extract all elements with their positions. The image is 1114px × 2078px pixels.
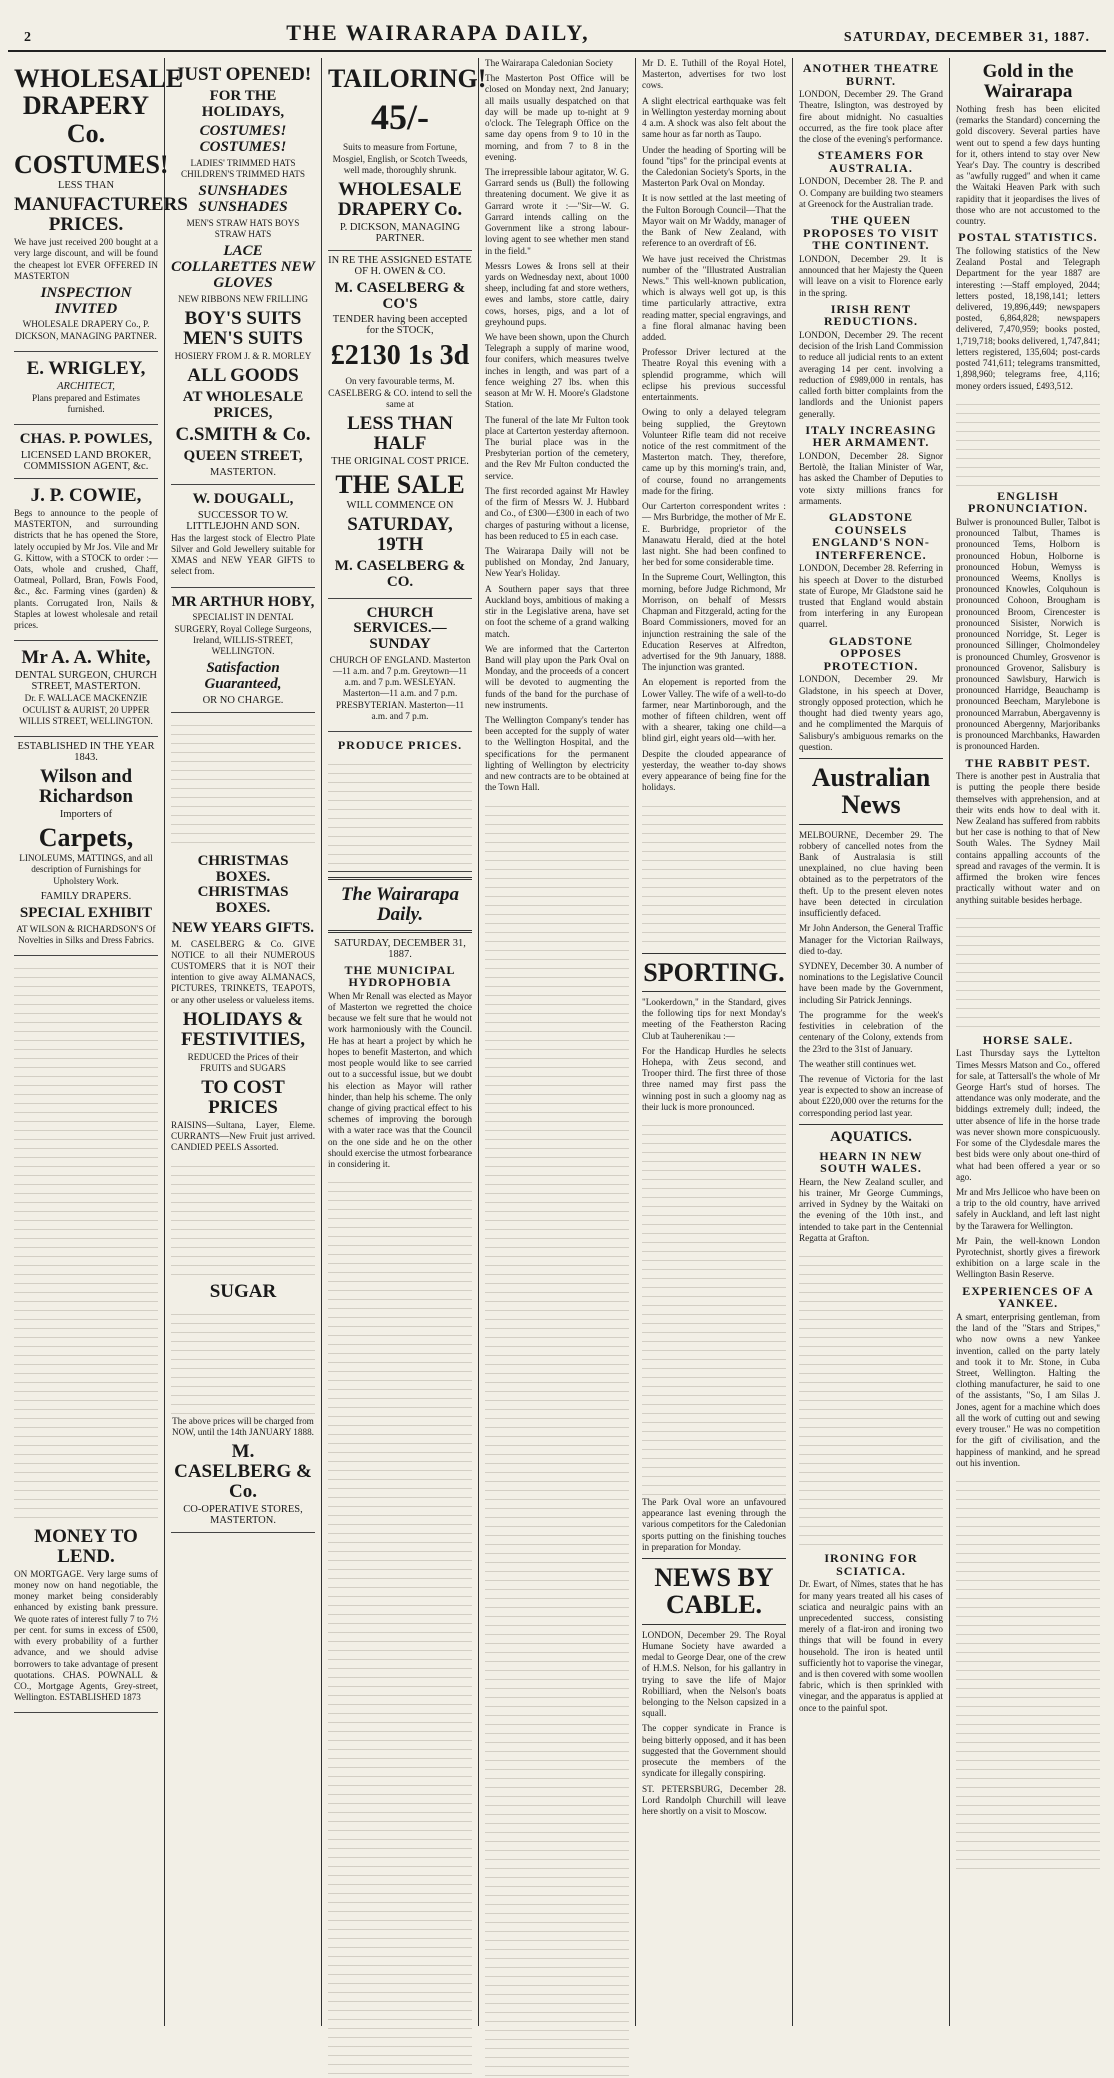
ad-heading: COSTUMES! [14, 149, 169, 179]
cable-item: LONDON, December 29. The recent decision of the Irish Land Commission to reduce all judicial rents to an extent averaging 14 per cent. involving a reduction of £989,000 in rentals, has called forth bitter complaints from the landlords and the Unionist papers generally. [799, 329, 943, 419]
ad-heading: SUGAR [209, 1280, 277, 1302]
ad-price: £2130 1s 3d [330, 340, 470, 372]
ad-heading: E. WRIGLEY, [26, 357, 146, 379]
ad-heading: TO COST PRICES [201, 1077, 285, 1119]
small-print-area [956, 1473, 1100, 1873]
ad-subheading: CO-OPERATIVE STORES, MASTERTON. [183, 1503, 303, 1526]
ad-cowie [14, 479, 158, 641]
news-item: We are informed that the Carterton Band will play upon the Park Oval on Monday, and the proceeds of a concert will be devoted to augmenting the funds of the band for the purchase of new instruments. [485, 643, 629, 710]
divider [799, 1124, 943, 1125]
news-item: It is now settled at the last meeting of the Fulton Borough Council—That the Mayor wait on Mr Waddy, manager of the Bank of New Zealand, with reference to an overdraft of £6. [642, 193, 786, 249]
ad-text: Suits to measure from Fortune, Mosgiel, English, or Scotch Tweeds, well made, thoroughly shrunk. [332, 142, 468, 175]
article-text: Last Thursday says the Lyttelton Times Messrs Matson and Co., offered for sale, at Tattersall's the whole of Mr George Hart's stud of horses. The attendance was only moderate, and the biddings extremely dull; indeed, the utter absence of life in the horse trade was never shown more conspicuously. For some of the Clydesdale mares the best bids were only about one-third of what had been offered a year or so ago. [956, 1048, 1100, 1182]
ad-heading: C.SMITH & Co. [175, 424, 311, 446]
small-print-area [642, 1117, 786, 1497]
section-heading-australian-news: Australian News [811, 763, 931, 820]
section-heading-aquatics: AQUATICS. [830, 1128, 912, 1145]
news-item: The programme for the week's festivities in celebration of the centenary of the Colony, extends from the 23rd to the 31st of January. [799, 1009, 943, 1054]
ad-subheading: DENTAL SURGEON, CHURCH STREET, MASTERTON. [15, 670, 157, 693]
news-item: The Wellington Company's tender has been accepted for the supply of water to the Wellington Hospital, and the specifications for the permanent lighting of Wellington by electricity and new contracts are to be obtained at the Town Hall. [485, 715, 629, 793]
section-heading: PRODUCE PRICES. [337, 738, 463, 753]
column-5 [636, 58, 793, 2026]
ad-money-to-lend [14, 1520, 158, 1714]
ad-heading: Mr A. A. White, [21, 647, 151, 669]
section-heading-sporting: SPORTING. [643, 957, 785, 987]
ad-owen-estate [328, 251, 472, 599]
cable-item: LONDON, December 28. Referring in his speech at Dover to the disturbed state of Europe, Mr Gladstone said he trusted that England would abstain from interfering in any European quarrel. [799, 563, 943, 630]
ad-heading: MONEY TO LEND. [34, 1525, 138, 1567]
ad-heading: TAILORING! [328, 64, 487, 93]
ad-text: REDUCED the Prices of their FRUITS and SUGARS [187, 1051, 299, 1073]
small-print-area [328, 756, 472, 866]
article-heading: ENGLISH PRONUNCIATION. [967, 488, 1089, 516]
ad-text: SPECIALIST IN DENTAL SURGERY, Royal College Surgeons, Ireland, WILLIS-STREET, WELLINGTON. [174, 612, 312, 657]
ad-subheading: IN RE THE ASSIGNED ESTATE OF H. OWEN & CO. [328, 254, 472, 277]
ad-christmas-boxes [171, 847, 315, 1533]
cable-item: LONDON, December 29. The Royal Humane Society have awarded a medal to George Dear, one of the crew of H.M.S. Nelson, for his gallantry in trying to save the life of Major Robilliard, when the Nelson's boats belonging to the Nelson capsized in a squall. [642, 1629, 786, 1719]
masthead [8, 6, 1106, 52]
news-item: The Masterton Post Office will be closed on Monday next, 2nd January; all mails usually despatched on that day will be made up to-night at 9 o'clock. The Telegraph Office on the same day opens from 9 to 10 in the morning, and from 7 to 8 in the evening. [485, 73, 629, 162]
column-2 [165, 58, 322, 2026]
cable-heading: THE QUEEN PROPOSES TO VISIT THE CONTINENT. [803, 213, 939, 253]
ad-text: Plans prepared and Estimates furnished. [32, 392, 140, 415]
ad-heading: SUNSHADES SUNSHADES [198, 183, 288, 216]
ad-heading: CHAS. P. POWLES, [19, 431, 153, 448]
cable-heading: GLADSTONE OPPOSES PROTECTION. [823, 633, 919, 673]
ad-subheading: LICENSED LAND BROKER, COMMISSION AGENT, &c. [20, 450, 152, 472]
article-text: Bulwer is pronounced Buller, Talbot is pronounced Talbut, Thames is pronounced Tems, Holborn is pronounced Hobun, Holborne is pronounced Hobun, Wemyss is pronounced Weems, Knollys is pronounced Knowles, Colquhoun is pronounced Cohoon, Brougham is pronounced Broom, Cirencester is pronounced Sisister, Norwich is pronounced Norridge, St. Leger is pronounced Sillinger, Cholmondeley is pronounced Chumley, Grosvenor is pronounced Grovenor, Salisbury is pronounced Sawlsbury, Harwich is pronounced Harridge, Beauchamp is pronounced Beecham, Marylebone is pronounced Marrabun, Abergavenny is pronounced Abergenny, Marjoribanks is pronounced Marchbanks, Hawarden is pronounced Harden. [956, 516, 1100, 752]
editorial-masthead: The Wairarapa Daily. [340, 883, 460, 925]
ad-subheading: SUCCESSOR TO W. LITTLEJOHN AND SON. [186, 509, 300, 532]
ad-heading: WHOLESALE DRAPERY Co. [14, 64, 184, 148]
small-print-area [485, 798, 629, 2078]
cable-heading: IRISH RENT REDUCTIONS. [823, 301, 918, 329]
ad-subheading: OR NO CHARGE. [202, 694, 284, 706]
ad-text: The above prices will be charged from NOW, until the 14th JANUARY 1888. [172, 1415, 314, 1437]
ad-text: NEW RIBBONS NEW FRILLING [177, 293, 309, 304]
cable-item: LONDON, December 29. Mr Gladstone, in his speech at Dover, strongly opposed protection, which he thought had died twenty years ago, and he complimented the Marquis of Salisbury's ambiguous remarks on the question. [799, 674, 943, 752]
ad-wholesale-drapery [14, 58, 188, 352]
news-item: In the Supreme Court, Wellington, this morning, before Judge Richmond, Mr Morrison, on behalf of Messrs Chapman and Fitzgerald, acting for the Board Commissioners, moved for an injunction restraining the sale of the Education Reserves at Alfredton, advertised for the 9th January, 1888. The injunction was granted. [642, 572, 786, 673]
ad-text: HOSIERY FROM J. & R. MORLEY [174, 350, 312, 361]
sporting-text: For the Handicap Hurdles he selects Hohepa, with Zeus second, and Trooper third. The first three of those three named may first pass the winning post in such a gloomy nag as their luck is more pronounced. [642, 1045, 786, 1112]
newspaper-title: THE WAIRARAPA DAILY, [286, 20, 590, 45]
ad-text: LADIES' TRIMMED HATS CHILDREN'S TRIMMED HATS [181, 157, 305, 180]
divider [328, 877, 472, 880]
ad-white-dentist [14, 641, 158, 737]
article-text: Mr Pain, the well-known London Pyrotechnist, shortly gives a firework exhibition on a large scale in the Wellington Basin Reserve. [956, 1235, 1100, 1280]
ad-heading: Carpets, [38, 822, 134, 852]
cable-item: LONDON, December 29. The Grand Theatre, Islington, was destroyed by fire about midnight. No casualties occurred, as the fire took place after the close of the evening's performance. [799, 89, 943, 145]
section-heading-news-by-cable: NEWS BY CABLE. [654, 1563, 774, 1620]
divider [642, 953, 786, 954]
cable-heading: ANOTHER THEATRE BURNT. [802, 61, 940, 88]
issue-date: SATURDAY, DECEMBER 31, 1887. [843, 30, 1090, 45]
section-text: CHURCH OF ENGLAND. Masterton—11 a.m. and 7 p.m. Greytown—11 a.m. and 7 p.m. WESLEYAN. Masterton—11 a.m. and 7 p.m. PRESBYTERIAN. Masterton—11 a.m. and 7 p.m. [329, 654, 471, 721]
ad-subheading: ARCHITECT, [57, 380, 115, 392]
article-text: The following statistics of the New Zealand Postal and Telegraph Department for the year 1887 are interesting :—Staff employed, 2044; letters posted, 18,198,141; letters delivered, 19,896,449; newspapers posted, 6,864,828; newspapers delivered, 7,470,959; books posted, 1,719,718; books delivered, 1,747,841; letters registered, 135,604; post-cards posted 741,611; telegrams transmitted, 1,898,960; telegrams free, 4,116; money orders issued, £493,512. [956, 245, 1100, 391]
article-heading: EXPERIENCES OF A YANKEE. [962, 1283, 1094, 1311]
ad-text: LINOLEUMS, MATTINGS, and all description of Furnishings for Upholstery Work. [19, 853, 153, 886]
news-item: Mr John Anderson, the General Traffic Manager for the Victorian Railways, died to-day. [799, 923, 943, 956]
ad-heading: COSTUMES! COSTUMES! [199, 123, 287, 156]
columns [8, 58, 1106, 2026]
news-item: We have just received the Christmas number of the "Illustrated Australian News." This well-known publication, which is always well got up, is this time particularly attractive, extra reading matter, special engravings, and a fine floral almanac having been added. [642, 253, 786, 343]
article-heading: IRONING FOR SCIATICA. [824, 1551, 918, 1578]
news-item: The irrepressible labour agitator, W. G. Garrard sends us (Bull) the following threatening document. We give it as Garrard wrote it :—"Sir—W. G. Garrard intends calling on the Government like a strong labour-loving agent to see whether men stand in the field." [485, 166, 629, 256]
ad-dougall [171, 485, 315, 588]
news-item: Our Carterton correspondent writes :— Mrs Burbridge, the mother of Mr E. E. Burbridge, proprietor of the Manawatu Herald, died at the hotel last night. She had been confined to her bed for some considerable time. [642, 501, 786, 568]
small-print-area [14, 960, 158, 1520]
article-text: Hearn, the New Zealand sculler, and his trainer, Mr George Cummings, arrived in Sydney by the Waitaki on the evening of the 10th inst., and intended to take part in the Centennial Regatta at Grafton. [799, 1176, 943, 1243]
small-print-area [171, 1158, 315, 1278]
ad-heading: Wilson and Richardson [39, 765, 133, 807]
ad-text: We have just received 200 bought at a very large discount, and will be found the cheapest lot EVER OFFERED IN MASTERTON [14, 237, 158, 281]
ad-heading: MANUFACTURERS PRICES. [14, 194, 188, 236]
ad-text: Has the largest stock of Electro Plate Silver and Gold Jewellery suitable for XMAS and NEW YEAR GIFTS to select from. [171, 532, 315, 577]
article-text: Dr. Ewart, of Nîmes, states that he has for many years treated all his cases of sciatica and neuralgic pains with an unprecedented success, consisting merely of a flat-iron and ironing two things that will be found in every household. The iron is heated until sufficiently hot to vaporise the vinegar, and is then covered with some woollen fabric, which is then sprinkled with vinegar, and the apparatus is applied at once to the painful spot. [799, 1579, 943, 1713]
ad-text: M. CASELBERG & Co. GIVE NOTICE to all their NUMEROUS CUSTOMERS that it is NOT their intention to give away ALMANACS, PICTURES, TRINKETS, TEAPOTS, or any other useless or valueless items. [171, 938, 315, 1005]
cable-heading: ITALY INCREASING HER ARMAMENT. [805, 422, 937, 450]
ad-subheading: ESTABLISHED IN THE YEAR 1843. [17, 740, 155, 763]
ad-tailoring [328, 58, 487, 251]
produce-prices [328, 732, 472, 872]
cable-heading: STEAMERS FOR AUSTRALIA. [817, 148, 925, 175]
ad-heading: SATURDAY, 19TH [347, 514, 453, 556]
ad-heading: ALL GOODS [187, 364, 299, 386]
news-item: MELBOURNE, December 29. The robbery of cancelled notes from the Bank of Australasia is still unexplained, no clue having been obtained as to the perpetrators of the theft. Up to the present eleven notes have been detected in circulation insufficiently defaced. [799, 829, 943, 919]
ad-heading: HOLIDAYS & FESTIVITIES, [180, 1008, 306, 1050]
news-item: The first recorded against Mr Hawley of the firm of Messrs W. J. Hubbard and Co., of £300—£300 in each of two charges of pasturing without a license, has been reduced to £5 in each case. [485, 485, 629, 541]
news-item: The Wairarapa Caledonian Society [485, 58, 613, 68]
small-print-area [956, 396, 1100, 486]
ad-heading: BOY'S SUITS MEN'S SUITS [183, 307, 303, 349]
article-heading: HEARN IN NEW SOUTH WALES. [819, 1148, 923, 1176]
article-heading: THE MUNICIPAL HYDROPHOBIA [344, 962, 456, 990]
ad-text: WHOLESALE DRAPERY Co., P. DICKSON, MANAGING PARTNER. [15, 319, 157, 341]
news-item: A slight electrical earthquake was felt in Wellington yesterday morning about 4 a.m. A shock was also felt about the same hour as far north as Taupo. [642, 95, 786, 140]
ad-heading: FOR THE HOLIDAYS, [201, 87, 285, 120]
ad-heading: SPECIAL EXHIBIT [19, 904, 153, 921]
ad-heading: THE SALE [335, 469, 465, 499]
section-heading: CHURCH SERVICES.—SUNDAY [353, 604, 447, 653]
ad-heading: M. CASELBERG & CO'S [334, 279, 466, 312]
news-item: Mr D. E. Tuthill of the Royal Hotel, Masterton, advertises for two lost cows. [642, 58, 786, 91]
divider [799, 824, 943, 825]
news-item: Messrs Lowes & Irons sell at their yards on Wednesday next, about 1000 sheep, including fat and store wethers, ewes and lambs, store cattle, dairy cows, horses, pigs, and a lot of greyhound pups. [485, 260, 629, 327]
ad-wrigley [14, 352, 158, 425]
ad-text: Dr. F. WALLACE MACKENZIE OCULIST & AURIST, 20 UPPER WILLIS STREET, WELLINGTON. [19, 693, 153, 726]
news-item: SYDNEY, December 30. A number of nominations to the Legislative Council have been made by the Government, including Sir Patrick Jennings. [799, 961, 943, 1005]
ad-heading: JUST OPENED! [174, 64, 312, 85]
news-item: The funeral of the late Mr Fulton took place at Carterton yesterday afternoon. The burial place was in the Presbyterian portion of the cemetery, and the Rev Mr Fulton conducted the service. [485, 414, 629, 481]
ad-subheading: MASTERTON. [210, 467, 276, 478]
divider [328, 930, 472, 933]
ad-subheading: WILL COMMENCE ON [346, 500, 454, 512]
ad-heading: M. CASELBERG & Co. [174, 1441, 312, 1502]
ad-heading: M. CASELBERG & CO. [334, 558, 466, 590]
article-text: When Mr Renall was elected as Mayor of Masterton we regretted the choice because we felt sure that he would not work harmoniously with the Council. He has at heart a project by which he hopes to benefit Masterton, and which most people would like to see carried out to a successful issue, but we doubt his election as Mayor will rather hinder, than help his scheme. The only change of giving practical effect to his schemes of improving the borough with a water race was that the Council on the one side and he on the other should exercise the utmost forbearance in considering it. [328, 990, 472, 1170]
article-heading: POSTAL STATISTICS. [958, 230, 1098, 245]
article-text: There is another pest in Australia that is putting the people there beside themselves with apprehension, and at their wits ends how to deal with it. New Zealand has suffered from rabbits but her case is nothing to that of New South Wales. The Sydney Mail contains appalling accounts of the spread and ravages of the vermin. It is affirmed the broken wire fences practically without water and on anything suitable besides herbage. [956, 771, 1100, 905]
small-print-area [328, 1174, 472, 2074]
article-heading: Gold in the Wairarapa [982, 61, 1074, 102]
ad-text: AT WILSON & RICHARDSON'S Of Novelties in Silks and Dress Fabrics. [16, 923, 156, 945]
cable-item: The copper syndicate in France is being bitterly opposed, and it has been suggested that the Government should prosecute the members of the syndicate for illegally conspiring. [642, 1723, 786, 1779]
news-item: The Wairarapa Daily will not be published on Monday, 2nd January, New Year's Holiday. [485, 545, 629, 579]
news-item: Professor Driver lectured at the Theatre Royal this evening with a splendid programme, which will eclipse his previous successful entertainments. [642, 347, 786, 403]
column-6 [793, 58, 950, 2026]
ad-subheading: THE ORIGINAL COST PRICE. [331, 455, 469, 467]
small-print-area [171, 717, 315, 847]
news-item: Despite the clouded appearance of yesterday, the weather to-day shows every appearance of being fine for the holidays. [642, 748, 786, 793]
ad-price: 45/- [371, 97, 429, 138]
divider [642, 1558, 786, 1559]
ad-heading: MR ARTHUR HOBY, [171, 593, 315, 610]
news-item: The weather still continues wet. [799, 1058, 917, 1069]
news-item: An elopement is reported from the Lower Valley. The wife of a well-to-do farmer, near Martinborough, and the mother of fifteen children, went off with a shearer, taking one child—a blind girl, eight years old—with her. [642, 677, 786, 744]
ad-subheading: TENDER having been accepted for the STOCK, [332, 314, 468, 337]
ad-heading: AT WHOLESALE PRICES, [182, 388, 304, 421]
small-print-area [956, 910, 1100, 1030]
divider [799, 758, 943, 759]
ad-heading: INSPECTION INVITED [40, 284, 132, 317]
column-1 [8, 58, 188, 2026]
cable-item: LONDON, December 28. Signor Bertolè, the Italian Minister of War, has asked the Chamber of Deputies to vote sixty millions francs for armaments. [799, 450, 943, 506]
article-heading: THE RABBIT PEST. [965, 755, 1091, 770]
cable-item: ST. PETERSBURG, December 28. Lord Randolph Churchill will leave here shortly on a visit to Moscow. [642, 1783, 786, 1817]
ad-heading: LACE COLLARETTES NEW GLOVES [171, 243, 315, 291]
ad-heading: LESS THAN HALF [347, 412, 453, 454]
ad-subheading: LESS THAN [57, 180, 115, 192]
article-text: A smart, enterprising gentleman, from the land of the "Stars and Stripes," who now owns a new Yankee invention, called on the party lately and took it to Mr. Stone, in Cuba Street, Wellington. Halting the clothing manufacturer, he said to one of the assistants, "So, I am Silas J. Jones, agent for a machine which does all the work of cutting out and sewing every trouser." He was no competition for the gift of civilisation, and the happiness of mankind, and he spread out his invention. [956, 1311, 1100, 1468]
ad-heading: CHRISTMAS BOXES. CHRISTMAS BOXES. [197, 852, 289, 916]
page-number: 2 [24, 30, 32, 45]
ad-heading: W. DOUGALL, [192, 491, 294, 507]
ad-heading: NEW YEARS GIFTS. [171, 919, 315, 936]
small-print-area [171, 1306, 315, 1416]
ad-heading: WHOLESALE DRAPERY Co. [337, 178, 463, 220]
ad-heading: QUEEN STREET, [183, 448, 303, 465]
ad-heading: J. P. COWIE, [30, 485, 142, 506]
cable-item: LONDON, December 29. It is announced that her Majesty the Queen will leave on a visit to Florence early in the spring. [799, 253, 943, 298]
editorial-date: SATURDAY, DECEMBER 31, 1887. [334, 937, 466, 960]
article-text: Nothing fresh has been elicited (remarks the Standard) concerning the gold discovery. Several parties have went out to spend a few days hunting for it, others intend to stay over New Year's Day. The country is described as "awfully rugged" and when it came the Waitaki Heaven Park with such rapidity that it jeopardises the lives of those who are not accustomed to the country. [956, 103, 1100, 227]
news-item: The revenue of Victoria for the last year is expected to show an increase of about £220,000 over the returns for the corresponding period last year. [799, 1073, 943, 1118]
news-item: Under the heading of Sporting will be found "tips" for the principal events at the Caledonian Society's Sports, in the Masterton Park Oval on Monday. [642, 144, 786, 189]
ad-subheading: P. DICKSON, MANAGING PARTNER. [339, 221, 461, 244]
ad-powles [14, 425, 158, 479]
news-item: We have been shown, upon the Church Telegraph a supply of marine wood, four conifers, which measures twelve inches in length, and was part of a fence weighing 27 lbs. when this season at Mr W. H. Moore's Gladstone Station. [485, 332, 629, 410]
ad-text: RAISINS—Sultana, Layer, Eleme. CURRANTS—New Fruit just arrived. CANDIED PEELS Assorted. [171, 1120, 315, 1153]
ad-text: ON MORTGAGE. Very large sums of money now on hand negotiable, the money market being considerably enhanced by existing bank pressure. We quote rates of interest fully 7 to 7½ per cent. for sums in excess of £500, with every probability of a further advance, and we should advise borrowers to take advantage of present quotations. CHAS. POWNALL & CO., Mortgage Agents, Grey-street, Wellington. ESTABLISHED 1873 [14, 1568, 158, 1703]
ad-heading: Satisfaction Guaranteed, [204, 660, 282, 692]
ad-just-opened [171, 58, 315, 485]
small-print-area [642, 798, 786, 948]
divider [642, 991, 786, 992]
cable-heading: GLADSTONE COUNSELS ENGLAND'S NON-INTERFERENCE. [812, 510, 930, 562]
column-7 [950, 58, 1106, 2026]
ad-hoby [171, 588, 315, 713]
news-item: A Southern paper says that three Auckland boys, ambitious of making a stir in the Legislative arena, have set on foot the scheme of a grand walking match. [485, 583, 629, 639]
cable-item: LONDON, December 28. The P. and O. Company are building two steamers at Greenock for the Australian trade. [799, 176, 943, 209]
church-services [328, 599, 472, 733]
column-3 [322, 58, 487, 2026]
ad-text: On very favourable terms, M. CASELBERG & CO. intend to sell the same at [328, 376, 472, 409]
column-4 [479, 58, 636, 2026]
ad-subheading: FAMILY DRAPERS. [40, 890, 132, 902]
small-print-area [799, 1248, 943, 1548]
sporting-text: The Park Oval wore an unfavoured appearance last evening through the various competitors for the Caledonian sports putting on the finishing touches in preparation for Monday. [642, 1497, 786, 1552]
news-item: Owing to only a delayed telegram being supplied, the Greytown Volunteer Rifle team did not receive notice of the rest commitment of the Masterton match. They, therefore, came up by this morning's train, and, of course, found no arrangements made for the firing. [642, 407, 786, 496]
ad-subheading: Importers of [59, 808, 113, 820]
ad-text: MEN'S STRAW HATS BOYS STRAW HATS [186, 217, 300, 240]
divider [642, 1624, 786, 1625]
sporting-text: "Lookerdown," in the Standard, gives the following tips for next Monday's meeting of the Featherston Racing Club at Tauherenikau :— [642, 996, 786, 1041]
article-text: Mr and Mrs Jellicoe who have been on a trip to the old country, have arrived safely in Auckland, and left last night by the Tarawera for Wellington. [956, 1186, 1100, 1231]
ad-text: Begs to announce to the people of MASTERTON, and surrounding districts that he has opened the Store, lately occupied by Mr Jos. Vile and Mr G. Kittow, with a STOCK to order :— Oats, whole and crushed, Chaff, Oatmeal, Pollard, Bran, Fowls Food, &c., &c. Farming vines (garden) & plants. Corrugated Iron, Nails & Staples at lowest wholesale and retail prices. [14, 507, 158, 631]
article-heading: HORSE SALE. [982, 1032, 1074, 1047]
ad-wilson-richardson [14, 737, 158, 956]
